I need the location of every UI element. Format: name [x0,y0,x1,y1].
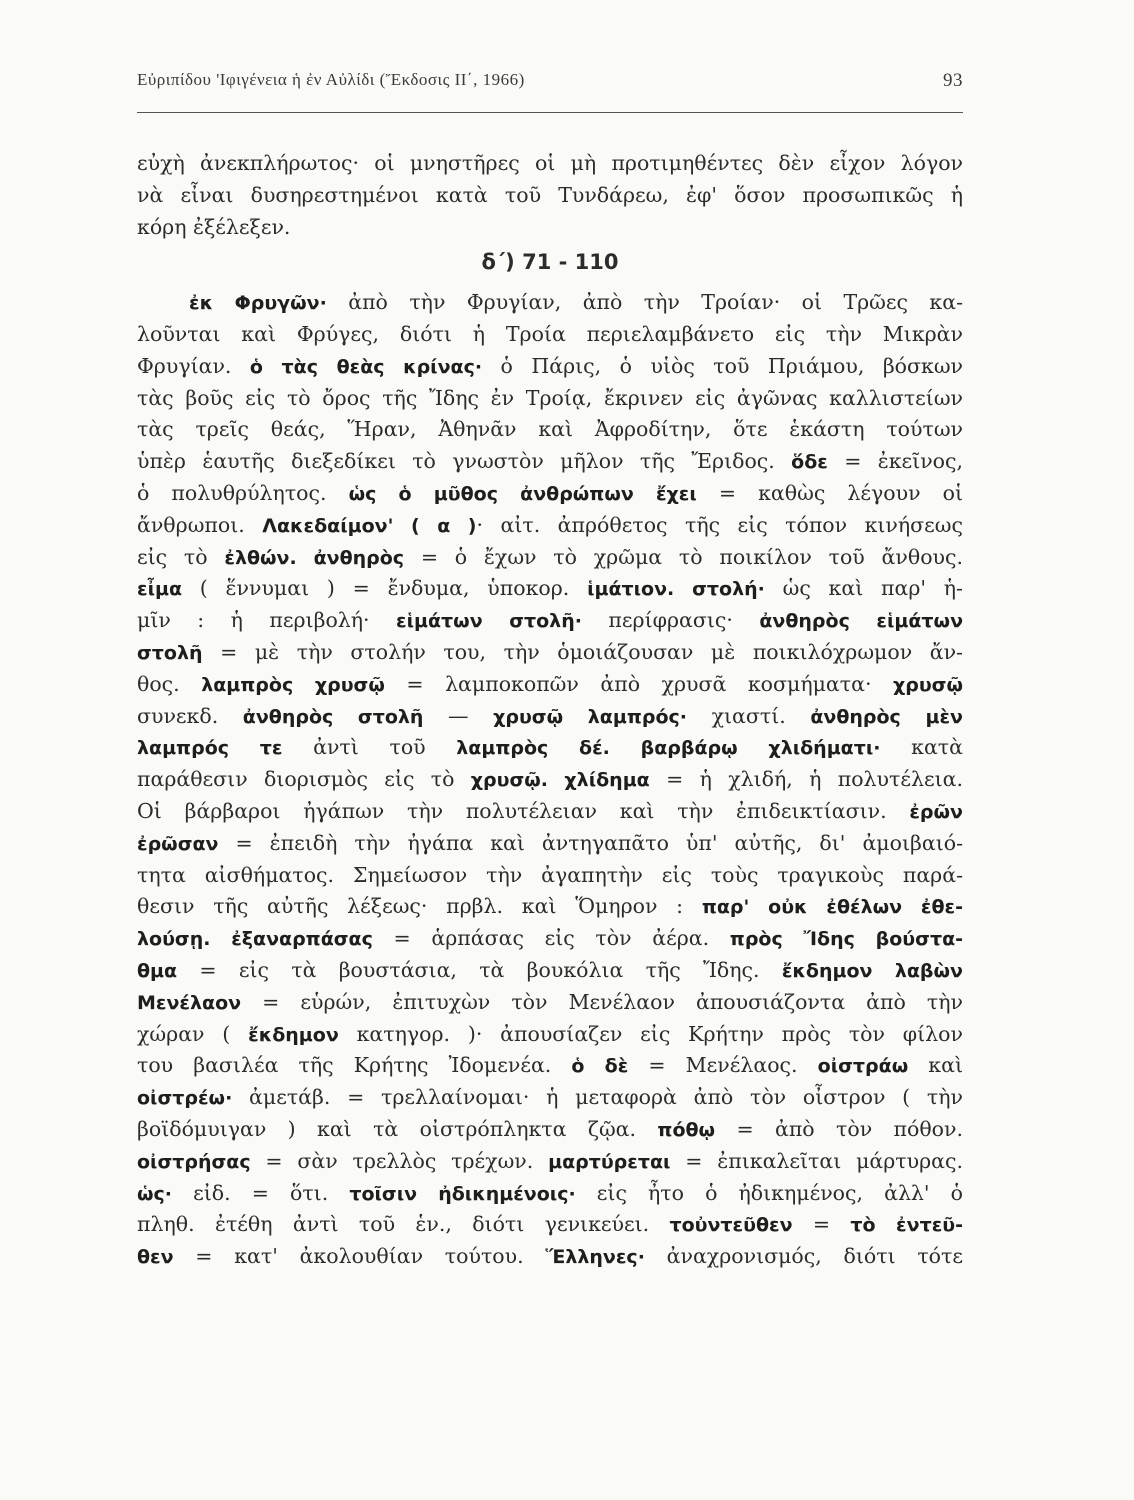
lemma-term: θμα [137,959,178,982]
lemma-term: Ἕλληνες· [545,1246,645,1269]
lemma-term: πρὸς Ἴδης βούστα- [729,928,964,951]
gloss-text: = ἐπειδὴ τὴν ἠγάπα καὶ ἀντηγαπᾶτο ὑπ' αὐτῆς, δι' ἀμοιβαιό- [218,830,963,855]
gloss-text: θος. [137,671,202,696]
gloss-text: κατὰ [880,735,963,760]
lemma-term: ἱμάτιον. στολή· [587,578,765,601]
text-line [137,732,963,764]
gloss-text: εὐχὴ ἀνεκπλήρωτος· οἱ μνηστῆρες οἱ μὴ προτιμηθέντες δὲν εἶχον λόγον [137,151,963,175]
lemma-term: λαμπρός τε [137,737,283,760]
text-line [137,319,963,351]
commentary-text [137,148,963,1273]
lemma-term: Μενέλαον [137,991,242,1014]
gloss-text: = εὑρών, ἐπιτυχὼν τὸν Μενέλαον ἀπουσιάζοντα ἀπὸ τὴν [241,989,963,1014]
gloss-text: ἄνθρωποι. [137,512,263,537]
text-line [137,637,963,669]
gloss-text: ἀπὸ τὴν Φρυγίαν, ἀπὸ τὴν Τροίαν· οἱ Τρῶες κα- [326,290,964,315]
lemma-term: ἔκδημον λαβὼν [781,959,963,982]
text-line [137,923,963,955]
text-line [137,764,963,796]
text-line [137,891,963,923]
lemma-term: Λακεδαίμον' ( α ) [262,514,477,537]
gloss-text: εἰδ. = ὅτι. [172,1180,350,1205]
text-line [137,1209,963,1241]
gloss-text: θεσιν τῆς αὐτῆς λέξεως· πρβλ. καὶ Ὅμηρον : [137,894,702,919]
text-line [137,1114,963,1146]
text-line [137,955,963,987]
text-line [137,351,963,383]
lemma-term: ὁ δὲ [571,1055,629,1078]
text-line [137,987,963,1019]
text-line [137,796,963,828]
gloss-text: πληθ. ἐτέθη ἀντὶ τοῦ ἑν., διότι γενικεύει. [137,1212,670,1237]
lemma-term: ὅδε [791,451,828,474]
lemma-term: εἶμα [137,578,183,601]
text-line [137,542,963,574]
text-line [137,1241,963,1273]
gloss-text: λοῦνται καὶ Φρύγες, διότι ἡ Τροία περιελαμβάνετο εἰς τὴν Μικρὰν [137,321,963,346]
gloss-text: = Μενέλαος. [628,1053,818,1078]
lemma-term: μαρτύρεται [548,1150,671,1173]
lemma-term: οἰστρήσας [137,1150,251,1173]
lemma-term: ἀνθηρὸς μὲν [810,705,963,728]
gloss-text: — [423,703,494,728]
lemma-term: ἐκ Φρυγῶν· [189,292,327,315]
gloss-text: = [792,1212,851,1237]
gloss-text: ἀμετάβ. = τρελλαίνομαι· ἡ μεταφορὰ ἀπὸ τὸν οἶστρον ( τὴν [232,1085,963,1110]
lemma-term: θεν [137,1246,174,1269]
lemma-term: χρυσῷ [893,673,963,696]
gloss-text: = καθὼς λέγουν οἱ [696,480,963,505]
gloss-text: του βασιλέα τῆς Κρήτης Ἰδομενέα. [137,1053,572,1078]
lemma-term: πόθῳ [657,1118,716,1141]
gloss-text: τητα αἰσθήματος. Σημείωσον τὴν ἀγαπητὴν εἰς τοὺς τραγικοὺς παρά- [137,862,963,887]
gloss-text: εἰς τὸ [137,544,225,569]
text-line [137,860,963,892]
gloss-text: = λαμποκοπῶν ἀπὸ χρυσᾶ κοσμήματα· [384,671,893,696]
lemma-term: ἐλθών. ἀνθηρὸς [224,546,405,569]
gloss-text: κατηγορ. )· ἀπουσίαζεν εἰς Κρήτην πρὸς τὸν φίλον [338,1021,963,1046]
text-line [137,828,963,860]
text-line [137,287,963,319]
lemma-term: ὁ τὰς θεὰς κρίνας· [249,355,483,378]
text-line [137,478,963,510]
gloss-text: κόρη ἐξέλεξεν. [137,214,291,239]
text-line [137,605,963,637]
lemma-term: ἐρῶν [909,800,963,823]
text-line [137,1082,963,1114]
header-rule [137,112,963,113]
lemma-term: λούσῃ. ἐξαναρπάσας [137,928,373,951]
gloss-text: ( ἕννυμαι ) = ἔνδυμα, ὑποκορ. [182,576,588,601]
lemma-term: παρ' οὐκ ἐθέλων ἐθε- [701,896,963,919]
lemma-term: χρυσῷ λαμπρός· [493,705,687,728]
gloss-text: ἀντὶ τοῦ [282,735,457,760]
text-line [137,701,963,733]
text-line [137,180,963,212]
gloss-text: = εἰς τὰ βουστάσια, τὰ βουκόλια τῆς Ἴδης. [177,957,782,982]
gloss-text: ὁ Πάρις, ὁ υἱὸς τοῦ Πριάμου, βόσκων [482,353,964,378]
text-line [137,212,963,244]
gloss-text: ὡς καὶ παρ' ἡ- [764,576,963,601]
gloss-text: Φρυγίαν. [137,353,250,378]
text-line [137,573,963,605]
gloss-text: παράθεσιν διορισμὸς εἰς τὸ [137,767,471,792]
gloss-text: τὰς βοῦς εἰς τὸ ὄρος τῆς Ἴδης ἐν Τροίᾳ, ἔκρινεν εἰς ἀγῶνας καλλιστείων [137,385,963,410]
gloss-text: νὰ εἶναι δυσηρεστημένοι κατὰ τοῦ Τυνδάρεω, ἐφ' ὅσον προσωπικῶς ἡ [137,182,963,207]
gloss-text: μῖν : ἡ περιβολή· [137,608,397,633]
lemma-term: ἐρῶσαν [137,832,219,855]
gloss-text: περίφρασις· [581,608,760,633]
lemma-term: ἀνθηρὸς στολῆ [242,705,424,728]
gloss-text: = κατ' ἀκολουθίαν τούτου. [173,1244,546,1269]
gloss-text: χώραν ( [137,1021,249,1046]
gloss-text: Οἱ βάρβαροι ἠγάπων τὴν πολυτέλειαν καὶ τὴν ἐπιδεικτίασιν. [137,798,910,823]
lemma-term: ἀνθηρὸς εἱμάτων [759,610,964,633]
lemma-term: τοῖσιν ἠδικημένοις· [349,1182,576,1205]
text-line [137,383,963,415]
lemma-term: οἰστρέω· [137,1087,233,1110]
gloss-text: = ἡ χλιδή, ἡ πολυτέλεια. [649,767,963,792]
gloss-text: τὰς τρεῖς θεάς, Ἥραν, Ἀθηνᾶν καὶ Ἀφροδίτην, ὅτε ἑκάστη τούτων [137,417,963,442]
text-line [137,1050,963,1082]
gloss-text: · αἰτ. ἀπρόθετος τῆς εἰς τόπον κινήσεως [476,512,963,537]
gloss-text: = μὲ τὴν στολήν του, τὴν ὁμοιάζουσαν μὲ ποικιλόχρωμον ἄν- [202,639,963,664]
text-line [137,669,963,701]
text-line [137,1019,963,1051]
gloss-text: ὁ πολυθρύλητος. [137,480,349,505]
gloss-text: ἀναχρονισμός, διότι τότε [644,1244,963,1269]
lemma-term: οἰστράω [817,1055,909,1078]
gloss-text: = ἀπὸ τὸν πόθον. [715,1116,964,1141]
gloss-text: = ἁρπάσας εἰς τὸν ἀέρα. [372,926,730,951]
section-heading-text: δ΄) 71 - 110 [481,250,619,275]
lemma-term: ἔκδημον [248,1023,339,1046]
lemma-term: χρυσῷ. χλίδημα [470,769,650,792]
text-line [137,446,963,478]
lemma-term: λαμπρὸς χρυσῷ [201,673,385,696]
gloss-text: = ἐπικαλεῖται μάρτυρας. [670,1148,964,1173]
text-line [137,414,963,446]
gloss-text: εἰς ἦτο ὁ ἠδικημένος, ἀλλ' ὁ [575,1180,964,1205]
lemma-term: τὸ ἐντεῦ- [850,1214,963,1237]
gloss-text: = ὁ ἔχων τὸ χρῶμα τὸ ποικίλον τοῦ ἄνθους. [404,544,963,569]
running-title: Εὐριπίδου 'Ιφιγένεια ἡ ἐν Αὐλίδι (Ἔκδοσις II΄, 1966) [137,70,525,89]
gloss-text: συνεκδ. [137,703,243,728]
text-line [137,1178,963,1210]
gloss-text: ὑπὲρ ἑαυτῆς διεξεδίκει τὸ γνωστὸν μῆλον τῆς Ἔριδος. [137,449,792,474]
section-heading [137,247,963,279]
gloss-text: = σὰν τρελλὸς τρέχων. [250,1148,549,1173]
lemma-term: τοὐντεῦθεν [669,1214,793,1237]
lemma-term: ὡς· [137,1182,172,1205]
lemma-term: εἱμάτων στολῆ· [396,610,582,633]
gloss-text: βοϊδόμυιγαν ) καὶ τὰ οἰστρόπληκτα ζῷα. [137,1116,658,1141]
gloss-text: καὶ [908,1053,963,1078]
lemma-term: στολῆ [137,641,203,664]
page-number: 93 [943,70,963,91]
lemma-term: ὡς ὁ μῦθος ἀνθρώπων ἔχει [348,482,697,505]
text-line [137,148,963,180]
text-line [137,1146,963,1178]
lemma-term: λαμπρὸς δέ. βαρβάρῳ χλιδήματι· [456,737,881,760]
text-line [137,510,963,542]
gloss-text: χιαστί. [687,703,811,728]
gloss-text: = ἐκεῖνος, [827,449,963,474]
page-header [137,70,963,98]
